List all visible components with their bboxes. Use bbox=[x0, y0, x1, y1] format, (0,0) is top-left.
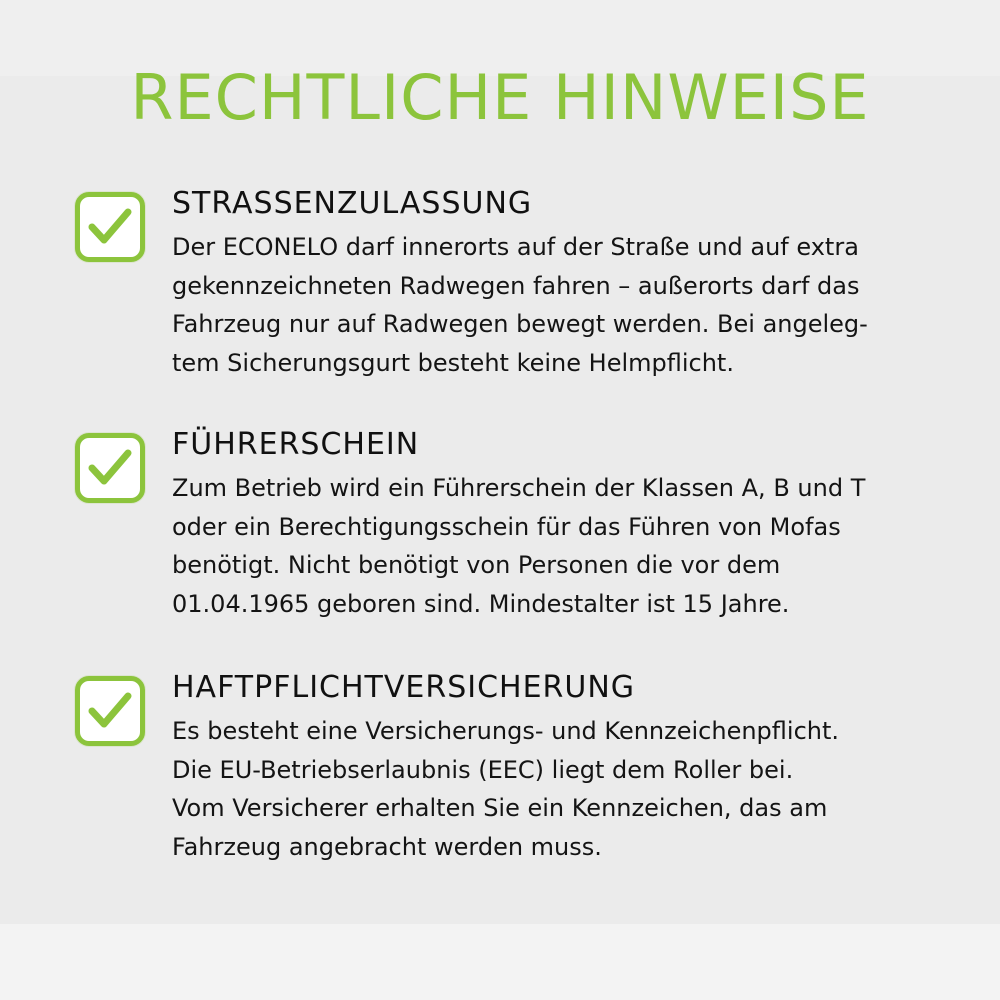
body-line: Vom Versicherer erhalten Sie ein Kennzeichen, das am bbox=[172, 794, 828, 822]
background-bottom-band bbox=[0, 924, 1000, 1000]
body-line: Die EU-Betriebserlaubnis (EEC) liegt dem Roller bei. bbox=[172, 755, 794, 784]
checkmark-icon bbox=[75, 192, 145, 262]
section-heading: HAFTPFLICHTVERSICHERUNG bbox=[172, 670, 636, 705]
body-line: tem Sicherungsgurt besteht keine Helmpflicht. bbox=[172, 348, 734, 377]
checkmark-icon bbox=[75, 676, 145, 746]
body-line: benötigt. Nicht benötigt von Personen die vor dem bbox=[172, 551, 781, 579]
page-title: RECHTLICHE HINWEISE bbox=[130, 61, 870, 134]
section-body bbox=[172, 469, 932, 623]
section-body bbox=[172, 228, 932, 382]
section-heading: STRASSENZULASSUNG bbox=[172, 186, 533, 221]
section-heading: FÜHRERSCHEIN bbox=[172, 427, 420, 462]
body-line: oder ein Berechtigungsschein für das Führen von Mofas bbox=[172, 512, 841, 541]
section-body bbox=[172, 712, 932, 866]
body-line: 01.04.1965 geboren sind. Mindestalter ist 15 Jahre. bbox=[172, 589, 790, 618]
body-line: Fahrzeug angebracht werden muss. bbox=[172, 832, 602, 861]
body-line: Zum Betrieb wird ein Führerschein der Klassen A, B und T bbox=[172, 474, 866, 502]
checkmark-icon bbox=[75, 433, 145, 503]
body-line: Der ECONELO darf innerorts auf der Straße und auf extra bbox=[172, 233, 859, 261]
body-line: gekennzeichneten Radwegen fahren – außerorts darf das bbox=[172, 271, 860, 300]
body-line: Fahrzeug nur auf Radwegen bewegt werden. Bei angeleg- bbox=[172, 310, 868, 338]
body-line: Es besteht eine Versicherungs- und Kennzeichenpflicht. bbox=[172, 717, 840, 745]
